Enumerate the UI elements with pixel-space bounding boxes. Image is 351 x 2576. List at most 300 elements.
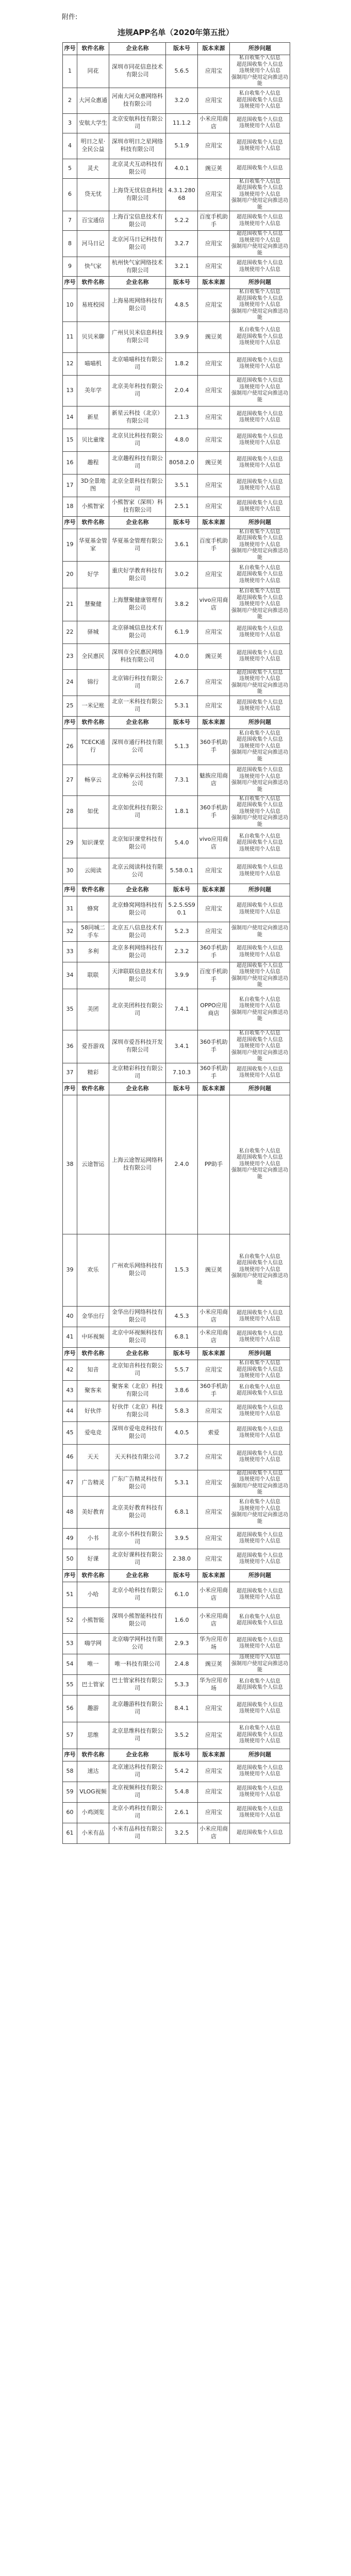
version-source: 豌豆荚 [198,1234,230,1306]
row-number: 57 [63,1722,77,1749]
row-number: 29 [63,828,77,858]
app-name: 锦行 [77,669,109,696]
row-number: 9 [63,257,77,277]
company-name: 北京嗨学网科技有限公司 [109,1633,166,1654]
app-name: 欢乐 [77,1234,109,1306]
version: 7.4.1 [166,989,198,1030]
header-issues: 所涉问题 [230,516,290,529]
issue-item: 私自收集个人信息 [239,1725,280,1732]
row-number: 7 [63,211,77,231]
issue-item: 私自收集个人信息 [239,795,280,802]
company-name: 深圳市通行科技有限公司 [109,728,166,765]
issues [230,588,290,621]
app-name: 中环视频 [77,1327,109,1347]
table-row [63,88,290,113]
row-number: 56 [63,1695,77,1722]
version: 5.6.5 [166,55,198,88]
company-name: 广州贝贝米信息科技有限公司 [109,321,166,352]
issues [230,1496,290,1528]
company-name: 北京蜂窝网络科技有限公司 [109,896,166,922]
version-source: 华为应用市场 [198,1633,230,1654]
row-number: 5 [63,159,77,178]
app-name: 驿城 [77,621,109,643]
issue-item: 超范围收集个人信息 [237,260,283,266]
issue-item: 违规使用个人信息 [239,221,280,227]
version-source: 应用宝 [198,669,230,696]
version-source: 豌豆荚 [198,159,230,178]
issue-item: 超范围收集个人信息 [237,411,283,417]
row-number: 14 [63,406,77,429]
issue-item: 超范围收集个人信息 [237,500,283,506]
issues [230,696,290,716]
row-number: 53 [63,1633,77,1654]
table-row [63,942,290,962]
version-source: 豌豆荚 [198,451,230,474]
version: 2.6.7 [166,669,198,696]
issue-item: 超范围收集个人信息 [237,699,283,705]
issue-item: 违规使用个人信息 [239,384,280,390]
table-row [63,1327,290,1347]
issues [230,1401,290,1421]
version: 7.3.1 [166,765,198,795]
issue-item: 强制用户使用定向推送功能 [231,1273,288,1285]
app-name: 知音 [77,1360,109,1380]
version: 5.2.5.SS90.1 [166,896,198,922]
app-name: 知识课堂 [77,828,109,858]
issue-item: 违规使用个人信息 [239,1812,280,1818]
table-row [63,321,290,352]
header-version: 版本号 [166,1569,198,1582]
company-name: 上海贷无忧信息科技有限公司 [109,178,166,211]
row-number: 13 [63,375,77,406]
header-issues: 所涉问题 [230,884,290,896]
version: 5.2.3 [166,922,198,942]
header-no: 序号 [63,1082,77,1095]
app-name: 天天 [77,1444,109,1470]
issues [230,1063,290,1082]
version-source: 应用宝 [198,1470,230,1496]
issues [230,529,290,562]
issues [230,942,290,962]
row-number: 15 [63,429,77,451]
app-name: 精彩 [77,1063,109,1082]
issue-item: 违规使用个人信息 [239,68,280,74]
app-name: 蜂窝 [77,896,109,922]
issue-item: 超范围收集个人信息 [237,433,283,439]
issues [230,451,290,474]
issues [230,1234,290,1306]
version-source: 小米应用商店 [198,1327,230,1347]
header-no: 序号 [63,884,77,896]
table-row [63,1695,290,1722]
version: 1.8.1 [166,795,198,828]
company-name: 深圳市明日之星网络科技有限公司 [109,133,166,159]
company-name: 小熊智家（深圳）科技有限公司 [109,497,166,516]
issue-item: 违规使用个人信息 [239,632,280,638]
row-number: 32 [63,922,77,942]
table-row [63,451,290,474]
app-name: 同花 [77,55,109,88]
header-no: 序号 [63,277,77,289]
company-name: 北京速达科技有限公司 [109,1761,166,1782]
row-number: 50 [63,1549,77,1569]
version: 3.5.2 [166,1722,198,1749]
header-name: 软件名称 [77,1347,109,1360]
issue-item: 违规使用个人信息 [239,1073,280,1078]
issue-item: 违规使用个人信息 [239,578,280,584]
issue-item: 违规使用个人信息 [239,340,280,346]
issues [230,795,290,828]
issue-item: 违规使用个人信息 [239,146,280,151]
issue-item: 强制用户使用定向推送功能 [231,682,288,694]
issue-item: 超范围收集个人信息 [237,650,283,656]
table-row [63,795,290,828]
issue-item: 私自收集个人信息 [239,1678,280,1684]
version-source: 应用宝 [198,896,230,922]
header-source: 版本来源 [198,516,230,529]
issues [230,231,290,257]
issues [230,474,290,497]
app-name: 小米有品 [77,1823,109,1843]
issues [230,962,290,989]
header-name: 软件名称 [77,1082,109,1095]
company-name: 北京知音科技有限公司 [109,1360,166,1380]
issue-item: 违规使用个人信息 [239,1373,280,1379]
issue-item: 超范围收集个人信息 [237,571,283,578]
version-source: 应用宝 [198,1761,230,1782]
issue-item: 私自收集个人信息 [239,1253,280,1260]
version: 5.3.1 [166,696,198,716]
table-row [63,375,290,406]
app-name: 联联 [77,962,109,989]
issues [230,858,290,884]
table-row [63,352,290,375]
version: 5.4.2 [166,1761,198,1782]
issue-item: 强制用户使用定向推送功能 [231,1009,288,1022]
issues [230,669,290,696]
issue-item: 超范围收集个人信息 [237,1404,283,1411]
table-row [63,113,290,133]
issue-item: 超范围收集个人信息 [237,231,283,236]
issue-item: 超范围收集个人信息 [237,962,283,969]
issues [230,88,290,113]
issue-item: 强制用户使用定向推送功能 [231,750,288,762]
version-source: 应用宝 [198,429,230,451]
issue-item: 违规使用个人信息 [239,656,280,662]
version: 5.3.3 [166,1674,198,1695]
issue-item: 超范围收集个人信息 [237,1637,283,1643]
company-name: 北京如优科技有限公司 [109,795,166,828]
row-number: 25 [63,696,77,716]
version-source: 应用宝 [198,1549,230,1569]
issue-item: 违规使用个人信息 [239,1738,280,1744]
header-issues: 所涉问题 [230,1347,290,1360]
version: 3.9.9 [166,321,198,352]
issues [230,257,290,277]
header-issues: 所涉问题 [230,43,290,55]
issue-item: 违规使用个人信息 [239,1505,280,1512]
issue-item: 强制用户使用定向推送功能 [231,198,288,210]
issue-item: 违规使用个人信息 [239,302,280,308]
table-row [63,1823,290,1843]
issue-item: 违规使用个人信息 [239,1654,280,1660]
table-row [63,1802,290,1823]
issues [230,1633,290,1654]
row-number: 52 [63,1607,77,1633]
company-name: 广东广告精灵科技有限公司 [109,1470,166,1496]
table-row [63,1401,290,1421]
header-version: 版本号 [166,277,198,289]
issue-item: 违规使用个人信息 [239,506,280,512]
version: 3.2.0 [166,88,198,113]
version: 8.4.1 [166,1695,198,1722]
app-name: 美年学 [77,375,109,406]
issue-item: 强制用户使用定向推送功能 [231,244,288,256]
company-name: 北京灵犬互动科技有限公司 [109,159,166,178]
company-name: 北京视频科技有限公司 [109,1782,166,1802]
issue-item: 超范围收集个人信息 [237,295,283,301]
issue-item: 超范围收集个人信息 [237,1785,283,1791]
issue-item: 私自收集个人信息 [239,1360,280,1366]
app-name: 嗨学网 [77,1633,109,1654]
issue-item: 超范围收集个人信息 [237,1765,283,1771]
row-number: 33 [63,942,77,962]
issue-item: 违规使用个人信息 [239,676,280,682]
company-name: 北京多利网络科技有限公司 [109,942,166,962]
app-name: 如优 [77,795,109,828]
app-name: 金华出行 [77,1306,109,1327]
company-name: 华夏基金管理有限公司 [109,529,166,562]
issues [230,1674,290,1695]
table-row [63,1582,290,1607]
header-issues: 所涉问题 [230,1082,290,1095]
issue-item: 违规使用个人信息 [239,1708,280,1714]
issue-item: 私自收集个人信息 [239,1148,280,1154]
row-number: 16 [63,451,77,474]
app-name: 小熊智能 [77,1607,109,1633]
issue-item: 超范围收集个人信息 [237,903,283,908]
issue-item: 违规使用个人信息 [239,601,280,607]
version: 3.0.2 [166,562,198,588]
header-version: 版本号 [166,1749,198,1761]
issue-item: 强制用户使用定向推送功能 [231,1660,288,1673]
issue-item: 强制用户使用定向推送功能 [231,74,288,87]
version: 6.8.1 [166,1496,198,1528]
header-issues: 所涉问题 [230,277,290,289]
app-name: 明日之星·全民公益 [77,133,109,159]
version: 5.4.0 [166,828,198,858]
issue-item: 超范围收集个人信息 [237,378,283,383]
version: 8058.2.0 [166,451,198,474]
issue-item: 超范围收集个人信息 [237,945,283,951]
app-name: 大河众惠通 [77,88,109,113]
version: 5.58.0.1 [166,858,198,884]
app-name: 爱电竞 [77,1421,109,1444]
row-number: 18 [63,497,77,516]
row-number: 8 [63,231,77,257]
version: 3.6.1 [166,529,198,562]
version-source: 百度手机助手 [198,529,230,562]
company-name: 北京趣程科技有限公司 [109,451,166,474]
header-source: 版本来源 [198,1749,230,1761]
company-name: 上海易班网络科技有限公司 [109,289,166,322]
issue-item: 强制用户使用定向推送功能 [231,925,288,938]
version-source: 索爱 [198,1421,230,1444]
version-source: 应用宝 [198,621,230,643]
version: 2.38.0 [166,1549,198,1569]
row-number: 28 [63,795,77,828]
app-name: 一米记账 [77,696,109,716]
header-no: 序号 [63,1749,77,1761]
company-name: 北京好课科技有限公司 [109,1549,166,1569]
header-name: 软件名称 [77,1749,109,1761]
version: 2.0.4 [166,375,198,406]
version: 2.1.3 [166,406,198,429]
table-row [63,1380,290,1401]
row-number: 4 [63,133,77,159]
issues [230,159,290,178]
row-number: 34 [63,962,77,989]
header-company: 企业名称 [109,1347,166,1360]
row-number: 47 [63,1470,77,1496]
issue-item: 私自收集个人信息 [239,55,280,61]
issue-item: 违规使用个人信息 [239,773,280,779]
app-name: 3D全景地图 [77,474,109,497]
table-header-row [63,716,290,728]
issue-item: 违规使用个人信息 [239,743,280,749]
header-company: 企业名称 [109,43,166,55]
company-name: 杭州快气家网络技术有限公司 [109,257,166,277]
issue-item: 违规使用个人信息 [239,364,280,369]
table-row [63,133,290,159]
table-row [63,1470,290,1496]
issue-item: 违规使用个人信息 [239,952,280,958]
app-name: 华夏基金管家 [77,529,109,562]
version: 4.0.1 [166,159,198,178]
issue-item: 强制用户使用定向推送功能 [231,607,288,620]
issue-item: 私自收集个人信息 [239,1614,280,1620]
issues [230,1695,290,1722]
table-row [63,1444,290,1470]
version-source: 小米应用商店 [198,1607,230,1633]
issues [230,1528,290,1549]
company-name: 北京锦行科技有限公司 [109,669,166,696]
company-name: 深圳市全民惠民网络科技有限公司 [109,643,166,669]
version-source: 应用宝 [198,257,230,277]
version-source: 应用宝 [198,178,230,211]
header-name: 软件名称 [77,1569,109,1582]
app-name: 趣游 [77,1695,109,1722]
app-name: 快气家 [77,257,109,277]
table-row [63,588,290,621]
row-number: 41 [63,1327,77,1347]
version: 1.8.2 [166,352,198,375]
issue-item: 超范围收集个人信息 [237,1588,283,1594]
version: 3.2.7 [166,231,198,257]
row-number: 60 [63,1802,77,1823]
company-name: 聚客来（北京）科技有限公司 [109,1380,166,1401]
table-row [63,858,290,884]
company-name: 北京贝比科技有限公司 [109,429,166,451]
app-name: 好伙伴 [77,1401,109,1421]
issue-item: 违规使用个人信息 [239,1337,280,1343]
table-row [63,1761,290,1782]
header-source: 版本来源 [198,43,230,55]
version: 5.5.7 [166,1360,198,1380]
version: 2.3.2 [166,942,198,962]
row-number: 27 [63,765,77,795]
version-source: 应用宝 [198,1528,230,1549]
issues [230,1380,290,1401]
row-number: 43 [63,1380,77,1401]
issue-item: 超范围收集个人信息 [237,97,283,103]
issue-item: 超范围收集个人信息 [237,479,283,485]
version-source: 小米应用商店 [198,1306,230,1327]
issues [230,113,290,133]
issue-item: 违规使用个人信息 [239,1043,280,1049]
issues [230,429,290,451]
issues [230,1470,290,1496]
row-number: 48 [63,1496,77,1528]
header-name: 软件名称 [77,884,109,896]
issue-item: 超范围收集个人信息 [237,1155,283,1161]
company-name: 北京美好教育科技有限公司 [109,1496,166,1528]
issue-item: 私自收集个人信息 [239,91,280,97]
table-row [63,159,290,178]
table-row [63,257,290,277]
app-name: 速达 [77,1761,109,1782]
issues [230,1360,290,1380]
table-row [63,406,290,429]
header-name: 软件名称 [77,43,109,55]
issue-item: 违规使用个人信息 [239,1003,280,1009]
issue-item: 超范围收集个人信息 [237,1037,283,1043]
row-number: 59 [63,1782,77,1802]
issue-item: 超范围收集个人信息 [237,1310,283,1316]
issue-item: 超范围收集个人信息 [237,1552,283,1558]
issues [230,1306,290,1327]
document-title: 违规APP名单（2020年第五批） [117,28,234,37]
row-number: 10 [63,289,77,322]
version-source: 应用宝 [198,696,230,716]
version-source: 应用宝 [198,1496,230,1528]
row-number: 26 [63,728,77,765]
app-name: 新星 [77,406,109,429]
violating-apps-table [62,42,290,1844]
issue-item: 违规使用个人信息 [239,909,280,915]
issue-item: 超范围收集个人信息 [237,669,283,675]
version: 3.8.2 [166,588,198,621]
header-name: 软件名称 [77,716,109,728]
version-source: 360手机助手 [198,728,230,765]
table-row [63,828,290,858]
company-name: 金华出行网络科技有限公司 [109,1306,166,1327]
version-source: 应用宝 [198,289,230,322]
version: 3.2.5 [166,1823,198,1843]
company-name: 深圳市同花信息技术有限公司 [109,55,166,88]
row-number: 6 [63,178,77,211]
header-name: 软件名称 [77,516,109,529]
row-number: 55 [63,1674,77,1695]
version-source: 魅族应用商店 [198,765,230,795]
row-number: 38 [63,1095,77,1234]
issue-item: 违规使用个人信息 [239,485,280,491]
row-number: 37 [63,1063,77,1082]
version: 3.2.1 [166,257,198,277]
issue-item: 超范围收集个人信息 [237,357,283,363]
app-name: 河马日记 [77,231,109,257]
header-no: 序号 [63,716,77,728]
